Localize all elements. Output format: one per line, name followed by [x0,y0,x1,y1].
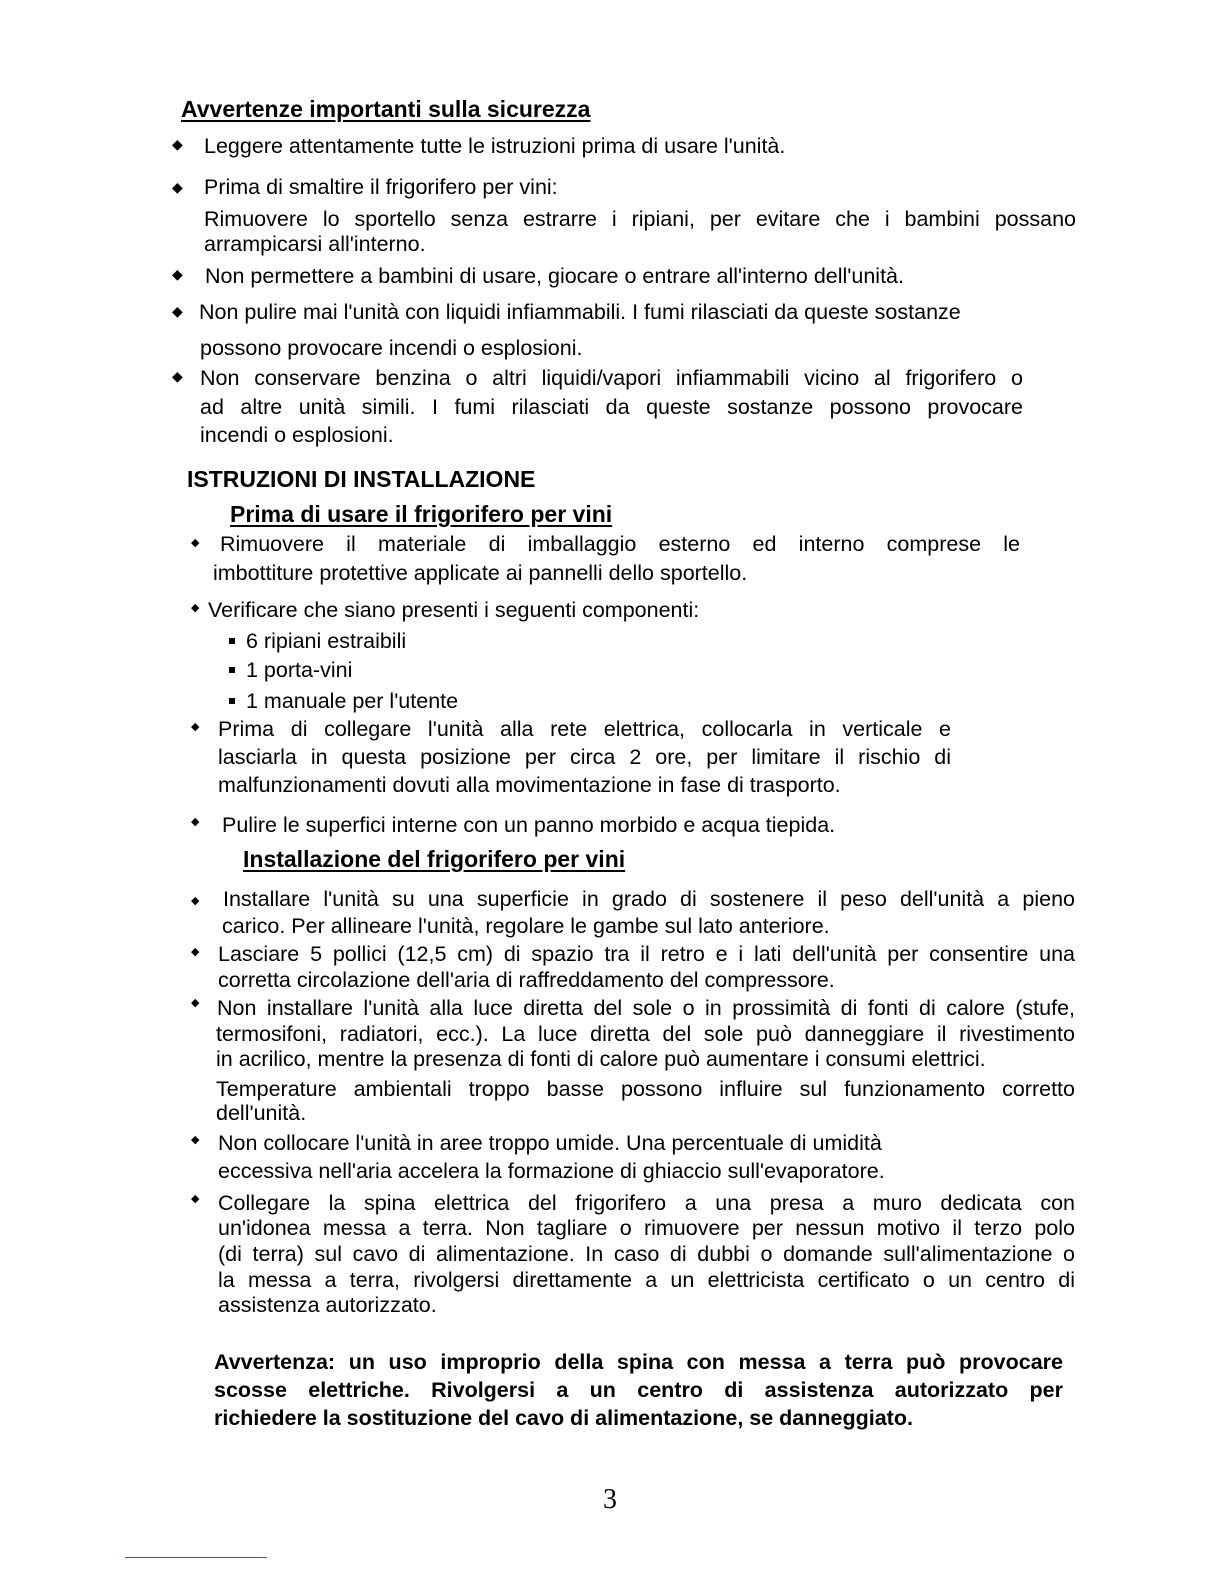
bullet-icon: ◆ [191,816,200,828]
safety-item-5-line: incendi o esplosioni. [200,423,394,447]
install-item-5-line: (di terra) sul cavo di alimentazione. In caso di dubbi o domande sull'alimentazione o [218,1242,1075,1266]
before-item-3: Prima di collegare l'unità alla rete elettrica, collocarla in verticale e [218,717,951,741]
before-item-3-line: malfunzionamenti dovuti alla movimentazione in fase di trasporto. [218,773,841,797]
footer-rule [125,1557,267,1558]
safety-item-4: Non pulire mai l'unità con liquidi infiammabili. I fumi rilasciati da queste sostanze [199,300,961,324]
safety-item-2-line: Rimuovere lo sportello senza estrarre i ripiani, per evitare che i bambini possano [204,207,1076,231]
square-bullet-icon [229,638,235,644]
safety-item-2: Prima di smaltire il frigorifero per vini: [204,175,558,199]
installation-title: Installazione del frigorifero per vini [243,846,626,872]
before-item-1: Rimuovere il materiale di imballaggio esterno ed interno comprese le [220,532,1020,556]
warning-line: scosse elettriche. Rivolgersi a un centro di assistenza autorizzato per [214,1378,1063,1402]
bullet-icon: ◆ [172,266,183,282]
install-item-2: Lasciare 5 pollici (12,5 cm) di spazio tra il retro e i lati dell'unità per consentire una [218,942,1075,966]
install-item-1-line: carico. Per allineare l'unità, regolare le gambe sul lato anteriore. [222,914,830,938]
install-item-3-line: termosifoni, radiatori, ecc.). La luce diretta del sole può danneggiare il rivestimento [216,1022,1075,1046]
safety-item-3: Non permettere a bambini di usare, giocare o entrare all'interno dell'unità. [205,264,904,288]
install-item-5-line: la messa a terra, rivolgersi direttamente a un elettricista certificato o un centro di [218,1268,1075,1292]
safety-item-5-line: ad altre unità simili. I fumi rilasciati da queste sostanze possono provocare [200,395,1023,419]
bullet-icon: ◆ [191,1193,200,1205]
install-item-3-line: dell'unità. [216,1101,307,1125]
bullet-icon: ◆ [172,368,183,384]
bullet-icon: ◆ [191,997,200,1009]
bullet-icon: ◆ [172,303,183,319]
bullet-icon: ◆ [191,537,200,549]
bullet-icon: ◆ [191,946,200,958]
install-item-5-line: assistenza autorizzato. [218,1293,437,1317]
install-title: ISTRUZIONI DI INSTALLAZIONE [187,466,536,492]
safety-item-1: Leggere attentamente tutte le istruzioni prima di usare l'unità. [204,134,786,158]
bullet-icon: ◆ [172,179,183,195]
safety-title: Avvertenze importanti sulla sicurezza [181,96,591,122]
before-item-3-line: lasciarla in questa posizione per circa 2 ore, per limitare il rischio di [218,745,951,769]
install-item-4-line: eccessiva nell'aria accelera la formazione di ghiaccio sull'evaporatore. [218,1159,885,1183]
before-use-title: Prima di usare il frigorifero per vini [230,501,613,527]
safety-item-5: Non conservare benzina o altri liquidi/vapori infiammabili vicino al frigorifero o [200,366,1023,390]
install-item-3-line: Temperature ambientali troppo basse possono influire sul funzionamento corretto [216,1077,1075,1101]
bullet-icon: ◆ [191,895,200,907]
install-item-4: Non collocare l'unità in aree troppo umide. Una percentuale di umidità [218,1131,882,1155]
warning-line: Avvertenza: un uso improprio della spina con messa a terra può provocare [214,1350,1063,1374]
page-number: 3 [603,1484,617,1515]
bullet-icon: ◆ [191,721,200,733]
part-item: 1 porta-vini [246,658,353,682]
install-item-3-line: in acrilico, mentre la presenza di fonti di calore può aumentare i consumi elettrici. [216,1047,986,1071]
bullet-icon: ◆ [191,1134,200,1146]
install-item-3: Non installare l'unità alla luce diretta del sole o in prossimità di fonti di calore (stufe, [217,996,1075,1020]
safety-item-2-line: arrampicarsi all'interno. [204,232,426,256]
before-item-2: Verificare che siano presenti i seguenti componenti: [208,598,700,622]
install-item-1: Installare l'unità su una superficie in grado di sostenere il peso dell'unità a pieno [223,887,1075,911]
warning-line: richiedere la sostituzione del cavo di alimentazione, se danneggiato. [214,1406,913,1430]
install-item-5: Collegare la spina elettrica del frigorifero a una presa a muro dedicata con [218,1191,1075,1215]
part-item: 6 ripiani estraibili [246,629,407,653]
safety-item-4-line: possono provocare incendi o esplosioni. [200,336,583,360]
before-item-1-line: imbottiture protettive applicate ai pannelli dello sportello. [213,561,748,585]
before-item-4: Pulire le superfici interne con un panno morbido e acqua tiepida. [222,813,836,837]
part-item: 1 manuale per l'utente [246,689,459,713]
bullet-icon: ◆ [191,602,200,614]
install-item-2-line: corretta circolazione dell'aria di raffreddamento del compressore. [218,968,835,992]
square-bullet-icon [229,698,235,704]
install-item-5-line: un'idonea messa a terra. Non tagliare o rimuovere per nessun motivo il terzo polo [218,1216,1075,1240]
bullet-icon: ◆ [172,136,183,152]
square-bullet-icon [229,667,235,673]
